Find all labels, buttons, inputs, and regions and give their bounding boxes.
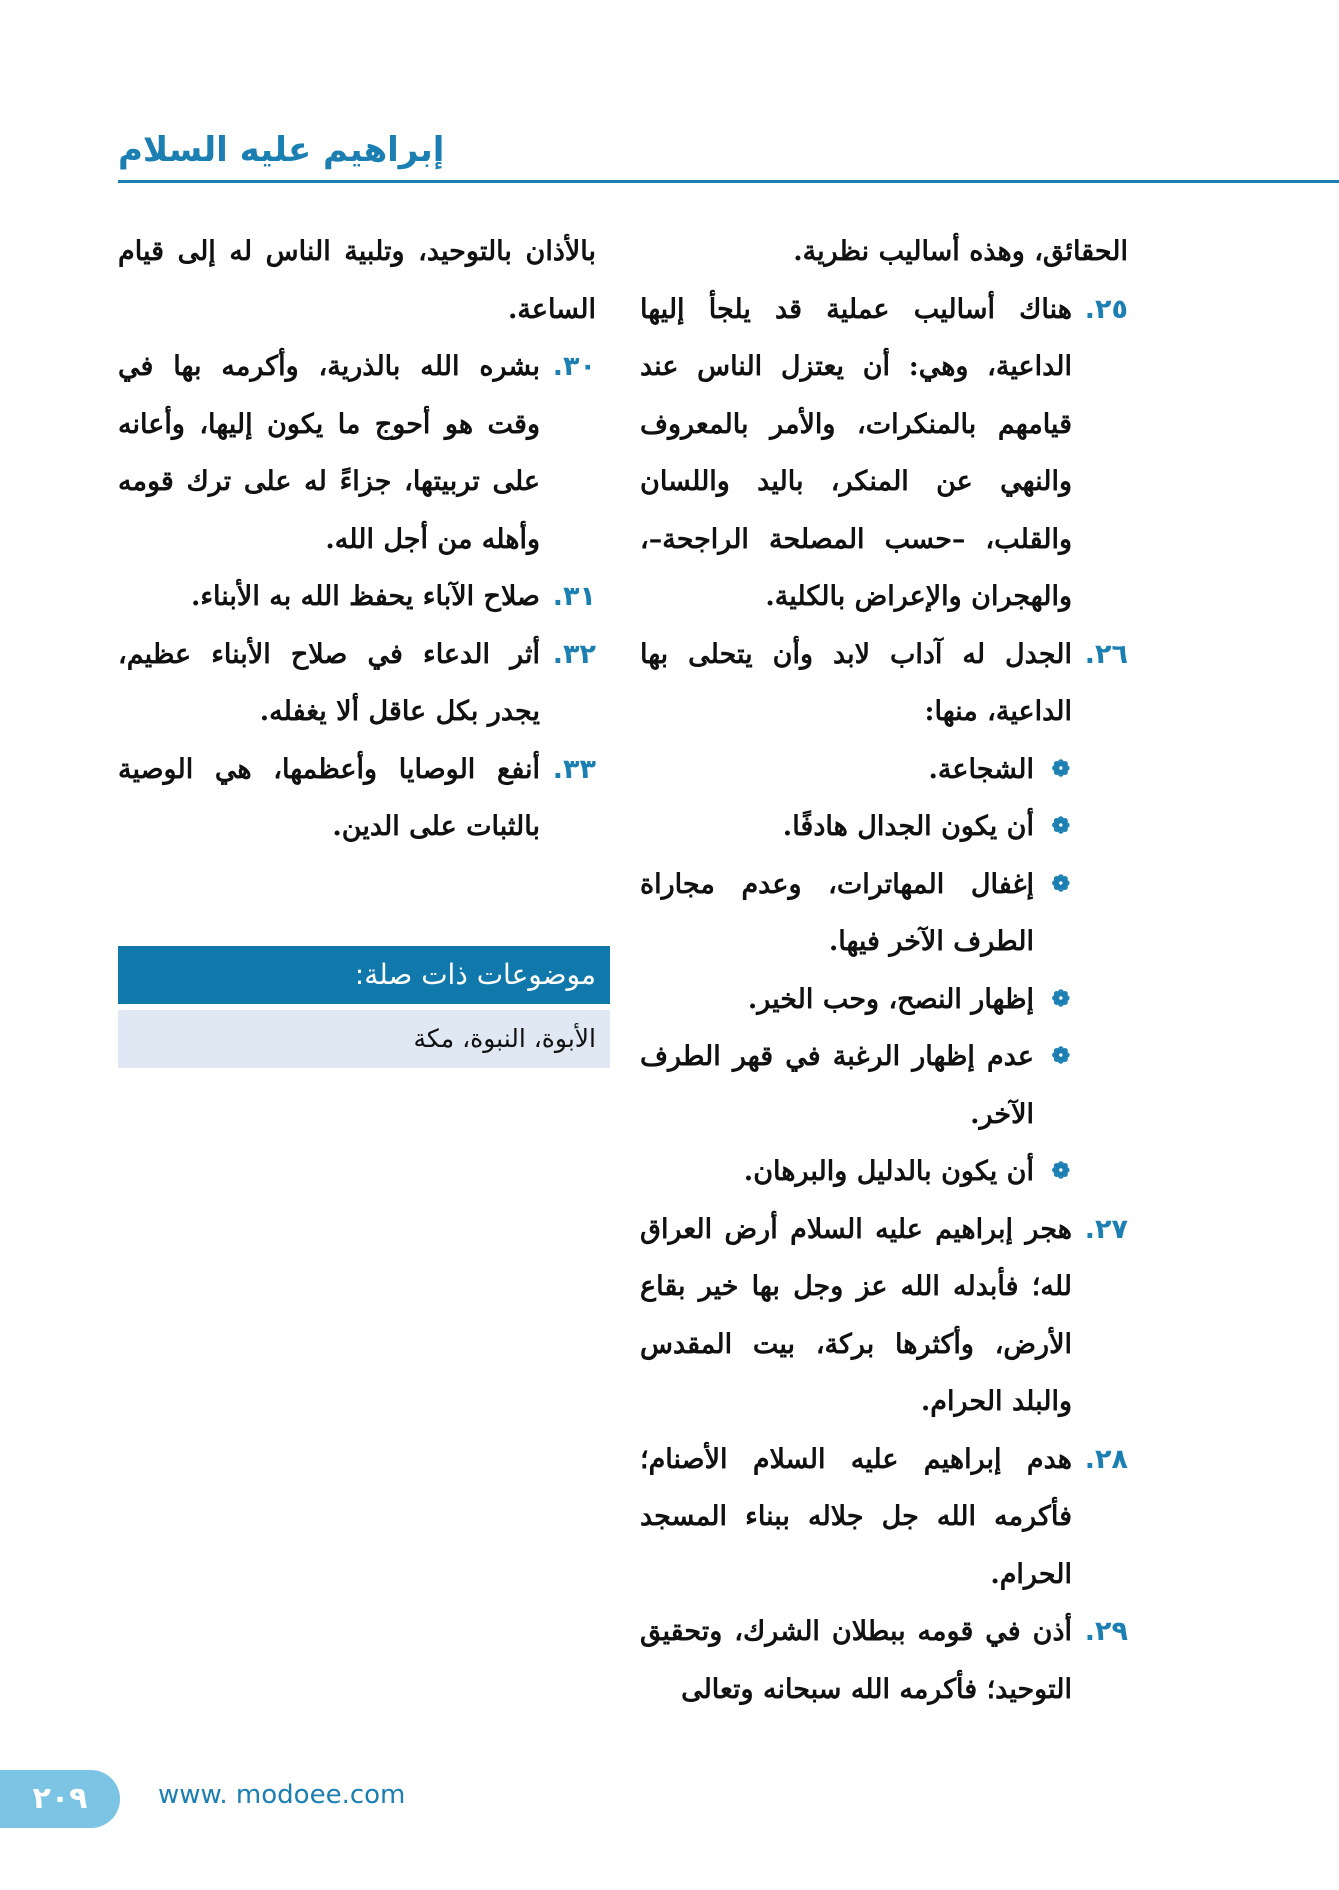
list-item-25 (640, 281, 1128, 626)
item-number: ٢٦. (1084, 638, 1128, 670)
related-topics-title: موضوعات ذات صلة: (118, 946, 610, 1004)
item-number: ٢٧. (1084, 1213, 1128, 1245)
item-text: الجدل له آداب لابد وأن يتحلى بها الداعية، منها: (640, 638, 1072, 727)
item-text: أذن في قومه ببطلان الشرك، وتحقيق التوحيد؛ فأكرمه الله سبحانه وتعالى (640, 1616, 1072, 1705)
item-number: ٢٨. (1084, 1443, 1128, 1475)
item-text: أثر الدعاء في صلاح الأبناء عظيم، يجدر بكل عاقل ألا يغفله. (118, 638, 540, 727)
item-number: ٢٥. (1084, 293, 1128, 325)
bullet-item (640, 1028, 1128, 1143)
item-text: بشره الله بالذرية، وأكرمه بها في وقت هو أحوج ما يكون إليها، وأعانه على تربيتها، جزاءً له على ترك قومه وأهله من أجل الله. (118, 351, 540, 555)
flower-bullet-icon: ❁ (1051, 1043, 1070, 1069)
bullet-text: إظهار النصح، وحب الخير. (747, 983, 1034, 1015)
right-intro: الحقائق، وهذه أساليب نظرية. (793, 236, 1128, 267)
flower-bullet-icon: ❁ (1051, 755, 1070, 782)
bullet-item (640, 798, 1128, 856)
bullet-text: إغفال المهاترات، وعدم مجاراة الطرف الآخر فيها. (640, 868, 1034, 957)
bullet-text: أن يكون الجدال هادفًا. (782, 811, 1034, 842)
list-item-30 (118, 338, 596, 568)
page-header-title: إبراهيم عليه السلام (118, 130, 445, 170)
item-text: صلاح الآباء يحفظ الله به الأبناء. (190, 581, 540, 612)
bullet-item (640, 1143, 1128, 1201)
list-item-33 (118, 741, 596, 856)
bullet-text: الشجاعة. (928, 753, 1034, 785)
bullet-item (640, 971, 1128, 1029)
list-item-29 (640, 1603, 1128, 1718)
bullet-item (640, 741, 1128, 799)
flower-bullet-icon: ❁ (1051, 985, 1070, 1012)
list-item-27 (640, 1201, 1128, 1431)
left-intro: بالأذان بالتوحيد، وتلبية الناس له إلى قيام الساعة. (118, 236, 596, 325)
left-column (118, 223, 596, 856)
flower-bullet-icon: ❁ (1051, 1158, 1070, 1184)
item-number: ٣٣. (552, 753, 596, 785)
list-item-31 (118, 568, 596, 626)
item-text: أنفع الوصايا وأعظمها، هي الوصية بالثبات على الدين. (118, 753, 540, 842)
flower-bullet-icon: ❁ (1051, 870, 1070, 897)
item-text: هناك أساليب عملية قد يلجأ إليها الداعية، وهي: أن يعتزل الناس عند قيامهم بالمنكرات، والأمر بالمعروف والنهي عن المنكر، باليد واللسان والقلب، –حسب المصلحة الراجحة–، والهجران والإعراض بالكلية. (640, 293, 1072, 612)
list-item-26 (640, 626, 1128, 741)
flower-bullet-icon: ❁ (1051, 813, 1070, 839)
related-topics-box (118, 946, 610, 1068)
debate-etiquette-list (640, 741, 1128, 1201)
list-item-32 (118, 626, 596, 741)
related-topics-links[interactable]: الأبوة، النبوة، مكة (118, 1010, 610, 1068)
bullet-item (640, 856, 1128, 971)
list-item-28 (640, 1431, 1128, 1604)
bullet-text: عدم إظهار الرغبة في قهر الطرف الآخر. (640, 1041, 1034, 1130)
item-number: ٢٩. (1084, 1616, 1128, 1647)
item-number: ٣٠. (552, 351, 596, 382)
item-number: ٣١. (552, 581, 596, 612)
item-number: ٣٢. (552, 638, 596, 670)
website-url-link[interactable]: www. modoee.com (158, 1780, 406, 1810)
header-divider (118, 180, 1339, 183)
item-text: هجر إبراهيم عليه السلام أرض العراق لله؛ فأبدله الله عز وجل بها خير بقاع الأرض، وأكثرها بركة، بيت المقدس والبلد الحرام. (640, 1213, 1072, 1417)
page-number-badge: ٢٠٩ (0, 1770, 120, 1828)
item-text: هدم إبراهيم عليه السلام الأصنام؛ فأكرمه الله جل جلاله ببناء المسجد الحرام. (640, 1443, 1072, 1590)
right-column (640, 223, 1128, 1718)
bullet-text: أن يكون بالدليل والبرهان. (743, 1156, 1034, 1187)
